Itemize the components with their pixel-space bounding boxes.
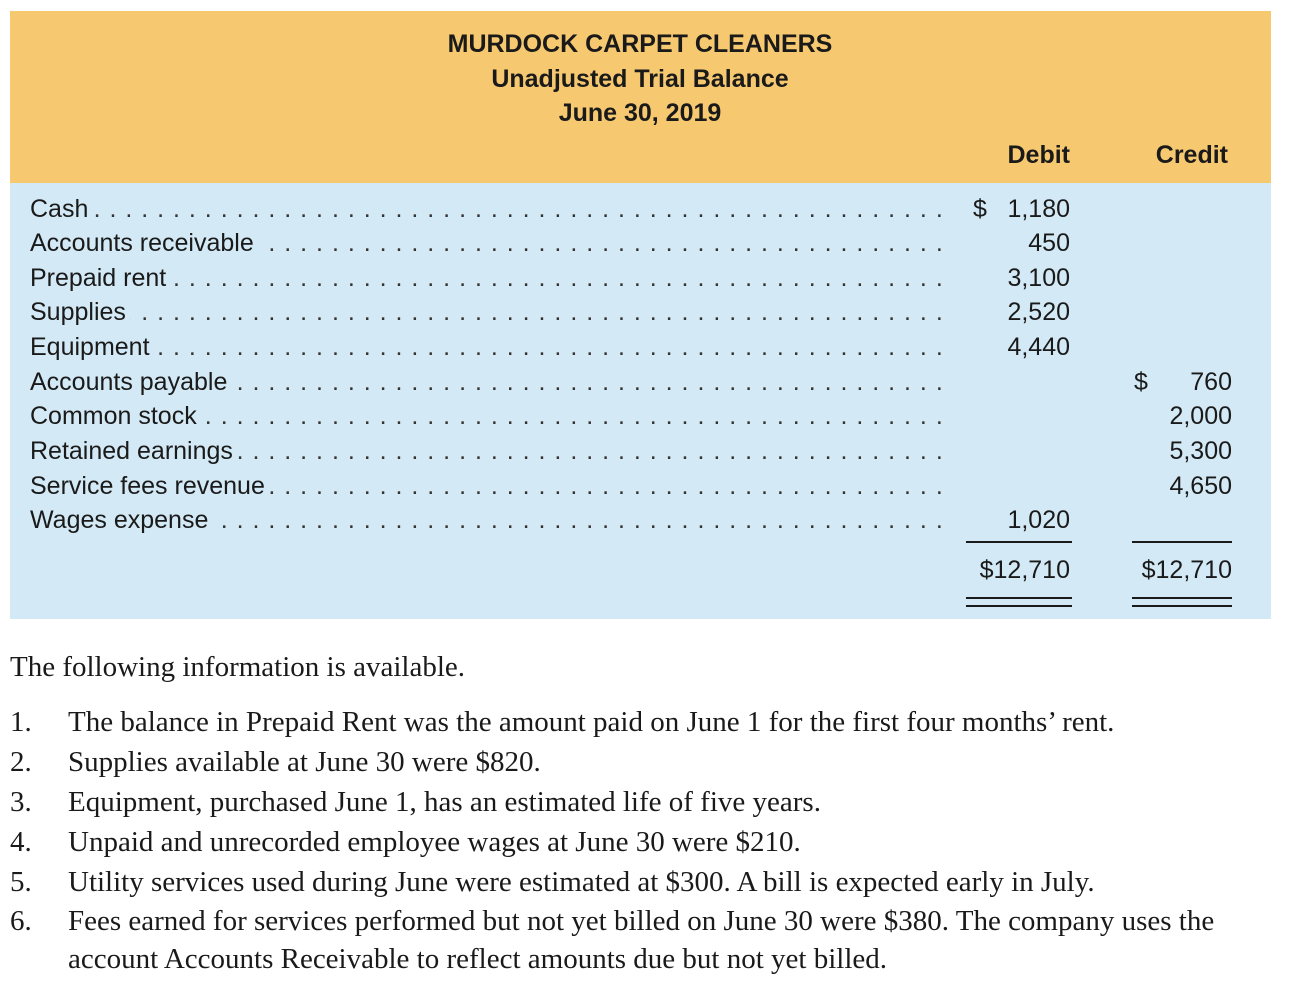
debit-amount [970, 365, 1070, 399]
credit-column-header: Credit [1155, 141, 1228, 169]
debit-amount [970, 434, 1070, 468]
table-row [10, 469, 1271, 503]
debit-amount [970, 399, 1070, 433]
statement-title: Unadjusted Trial Balance [491, 65, 789, 93]
table-row [10, 295, 1271, 329]
account-name: Accounts payable . . . [30, 365, 942, 399]
account-name: Service fees revenue . . . [30, 469, 942, 503]
list-item: 2. Supplies available at June 30 were $820. [10, 746, 541, 778]
account-name: Retained earnings . . . [30, 434, 942, 468]
additional-information [10, 648, 1280, 978]
list-item: 6. Fees earned for services performed but not yet billed on June 30 were $380. The company uses the account Accounts Receivable to reflect amounts due but not yet billed. [10, 905, 1215, 975]
credit-amount [1130, 192, 1232, 226]
list-item: 1. The balance in Prepaid Rent was the amount paid on June 1 for the first four months’ rent. [10, 706, 1115, 738]
credit-amount [1130, 226, 1232, 260]
debit-amount: 2,520 [1007, 298, 1070, 326]
debit-amount: 4,440 [1007, 333, 1070, 361]
credit-amount [1130, 330, 1232, 364]
table-row [10, 399, 1271, 433]
table-row [10, 330, 1271, 364]
debit-amount: 450 [1028, 229, 1070, 257]
list-item: 4. Unpaid and unrecorded employee wages at June 30 were $210. [10, 826, 801, 858]
account-name: Accounts receivable . . . [30, 226, 942, 260]
statement-date: June 30, 2019 [558, 99, 722, 127]
credit-amount: $ 760 [1134, 368, 1232, 396]
account-name: Common stock . . . [30, 399, 942, 433]
credit-amount [1130, 503, 1232, 537]
debit-amount: 3,100 [1007, 264, 1070, 292]
account-name: Equipment . . . [30, 330, 942, 364]
table-row [10, 226, 1271, 260]
debit-total: $12,710 [979, 556, 1070, 584]
info-intro: The following information is available. [10, 651, 466, 683]
company-name: MURDOCK CARPET CLEANERS [447, 30, 833, 58]
debit-amount: $ 1,180 [973, 195, 1070, 223]
credit-total: $12,710 [1141, 556, 1232, 584]
debit-amount [970, 469, 1070, 503]
credit-amount [1130, 261, 1232, 295]
trial-balance-header [10, 11, 1271, 183]
list-item: 5. Utility services used during June were estimated at $300. A bill is expected early in July. [10, 866, 1095, 898]
table-row [10, 192, 1271, 226]
credit-amount [1130, 295, 1232, 329]
info-list [10, 702, 1280, 978]
account-name: Supplies . . . [30, 295, 942, 329]
credit-amount: 2,000 [1169, 402, 1232, 430]
table-row [10, 434, 1271, 468]
debit-subtotal-rule [966, 541, 1072, 543]
debit-amount: 1,020 [1007, 506, 1070, 534]
table-row [10, 261, 1271, 295]
credit-amount: 4,650 [1169, 472, 1232, 500]
account-name: Cash . . . [30, 192, 942, 226]
credit-amount: 5,300 [1169, 437, 1232, 465]
table-row [10, 365, 1271, 399]
list-item: 3. Equipment, purchased June 1, has an estimated life of five years. [10, 786, 821, 818]
credit-subtotal-rule [1132, 541, 1232, 543]
debit-total-double-rule [966, 597, 1072, 607]
trial-balance-table [10, 183, 1271, 619]
credit-total-double-rule [1132, 597, 1232, 607]
debit-column-header: Debit [1007, 141, 1070, 169]
table-row [10, 503, 1271, 537]
account-name: Prepaid rent . . . [30, 261, 942, 295]
account-name: Wages expense . . . [30, 503, 942, 537]
